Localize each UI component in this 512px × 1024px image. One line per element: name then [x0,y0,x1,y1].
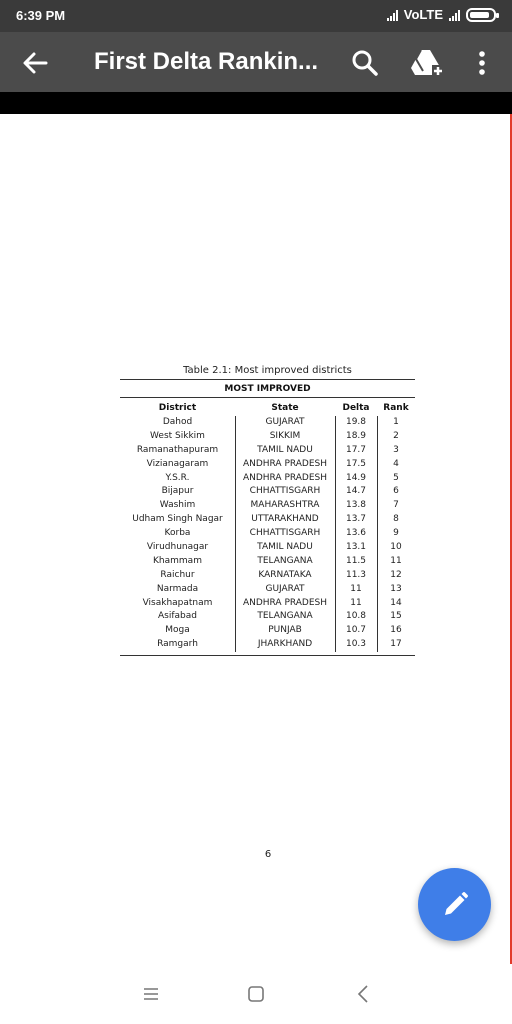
table-row [120,485,415,499]
cell-state: GUJARAT [265,583,305,594]
cell-state: GUJARAT [265,417,305,427]
cell-district: Ramanathapuram [136,444,219,455]
search-icon[interactable] [350,48,380,78]
column-header-rank: Rank [383,403,409,413]
cell-state: JHARKHAND [257,639,313,650]
battery-level [470,12,489,18]
cell-delta: 13.6 [345,528,367,539]
cell-rank: 1 [393,417,399,427]
table-row [120,527,415,541]
cell-delta: 13.8 [345,500,367,511]
cell-rank: 16 [390,625,402,636]
cell-district: West Sikkim [150,430,205,441]
cell-state: UTTARAKHAND [251,514,319,525]
cell-rank: 2 [393,430,399,441]
cell-district: Ramgarh [157,639,198,650]
system-nav-bar [0,964,512,1024]
cell-delta: 11.5 [345,555,367,566]
cell-delta: 14.7 [345,486,367,497]
cell-state: TAMIL NADU [257,444,313,455]
cell-district: Bijapur [161,486,194,497]
cell-rank: 17 [390,639,402,650]
cell-delta: 17.5 [345,458,367,469]
cell-delta: 11 [350,583,362,594]
cell-state: KARNATAKA [258,569,312,580]
cell-delta: 14.9 [345,472,367,483]
table-row [120,597,415,611]
ranking-table [120,379,415,656]
cell-rank: 10 [390,542,402,553]
cell-rank: 15 [390,611,402,622]
cell-rank: 12 [390,569,402,580]
table-row [120,430,415,444]
back-arrow-icon[interactable] [20,48,50,78]
cell-delta: 17.7 [345,444,367,455]
cell-rank: 5 [393,472,399,483]
toolbar-shadow-bar [0,92,512,114]
cell-state: ANDHRA PRADESH [242,597,328,608]
table-row [120,458,415,472]
table-body [120,416,415,655]
cell-district: Korba [164,528,191,539]
cell-district: Narmada [156,583,199,594]
page-number: 6 [264,849,272,860]
cell-delta: 18.9 [345,430,367,441]
cell-rank: 7 [393,500,399,511]
home-square-icon[interactable] [245,984,267,1004]
column-divider [335,416,336,652]
cell-state: TELANGANA [257,611,313,622]
table-row [120,513,415,527]
table-row [120,638,415,652]
cell-state: TAMIL NADU [257,542,313,553]
column-divider [377,416,378,652]
cell-district: Virudhunagar [146,542,209,553]
table-row [120,444,415,458]
status-icons [387,7,496,22]
status-bar [0,0,512,32]
cell-district: Udham Singh Nagar [132,514,223,525]
edit-pencil-icon [441,891,469,919]
table-row [120,624,415,638]
cell-delta: 10.7 [345,625,367,636]
table-row [120,541,415,555]
table-heading: MOST IMPROVED [120,380,415,398]
cell-rank: 9 [393,528,399,539]
cell-state: CHHATTISGARH [249,486,321,497]
cell-state: CHHATTISGARH [249,528,321,539]
cell-state: ANDHRA PRADESH [242,472,328,483]
cell-state: ANDHRA PRADESH [242,458,328,469]
table-row [120,472,415,486]
edit-fab-button[interactable] [418,868,491,941]
column-header-state: State [271,403,299,413]
menu-icon[interactable] [140,984,162,1004]
cell-district: Washim [159,500,196,511]
document-title: First Delta Rankin... [94,48,319,75]
cell-district: Moga [165,625,190,636]
cell-rank: 8 [393,514,399,525]
table-row [120,610,415,624]
table-row [120,499,415,513]
cell-delta: 10.8 [345,611,367,622]
cell-state: MAHARASHTRA [250,500,320,511]
cell-state: SIKKIM [269,430,301,441]
column-divider [235,416,236,652]
cell-rank: 13 [390,583,402,594]
network-label: VoLTE [403,7,443,22]
table-row [120,416,415,430]
cell-rank: 6 [393,486,399,497]
cell-rank: 11 [390,555,402,566]
status-time: 6:39 PM [16,8,66,23]
cell-delta: 19.8 [345,417,367,427]
cell-state: TELANGANA [257,555,313,566]
cell-district: Vizianagaram [146,458,209,469]
table-row [120,569,415,583]
table-header-row [120,400,415,416]
more-vert-icon[interactable] [470,48,494,78]
cell-rank: 14 [390,597,402,608]
cell-district: Asifabad [158,611,197,622]
cell-rank: 4 [393,458,399,469]
back-chevron-icon[interactable] [352,982,374,1006]
cell-delta: 11 [350,597,362,608]
signal-icon [387,9,398,21]
table-row [120,555,415,569]
app-toolbar [0,32,512,92]
table-row [120,583,415,597]
cell-district: Raichur [160,569,195,580]
cell-district: Visakhapatnam [142,597,213,608]
drive-add-icon[interactable] [410,47,444,79]
cell-delta: 10.3 [345,639,367,650]
cell-district: Y.S.R. [165,472,190,483]
cell-rank: 3 [393,444,399,455]
cell-delta: 11.3 [345,569,367,580]
signal-icon-2 [449,9,460,21]
table-caption: Table 2.1: Most improved districts [183,365,352,376]
cell-state: PUNJAB [268,625,302,636]
column-header-district: District [158,403,197,413]
battery-icon [466,8,496,22]
cell-district: Khammam [153,555,202,566]
cell-delta: 13.7 [345,514,367,525]
cell-district: Dahod [162,417,193,427]
column-header-delta: Delta [342,403,370,413]
cell-delta: 13.1 [345,542,367,553]
